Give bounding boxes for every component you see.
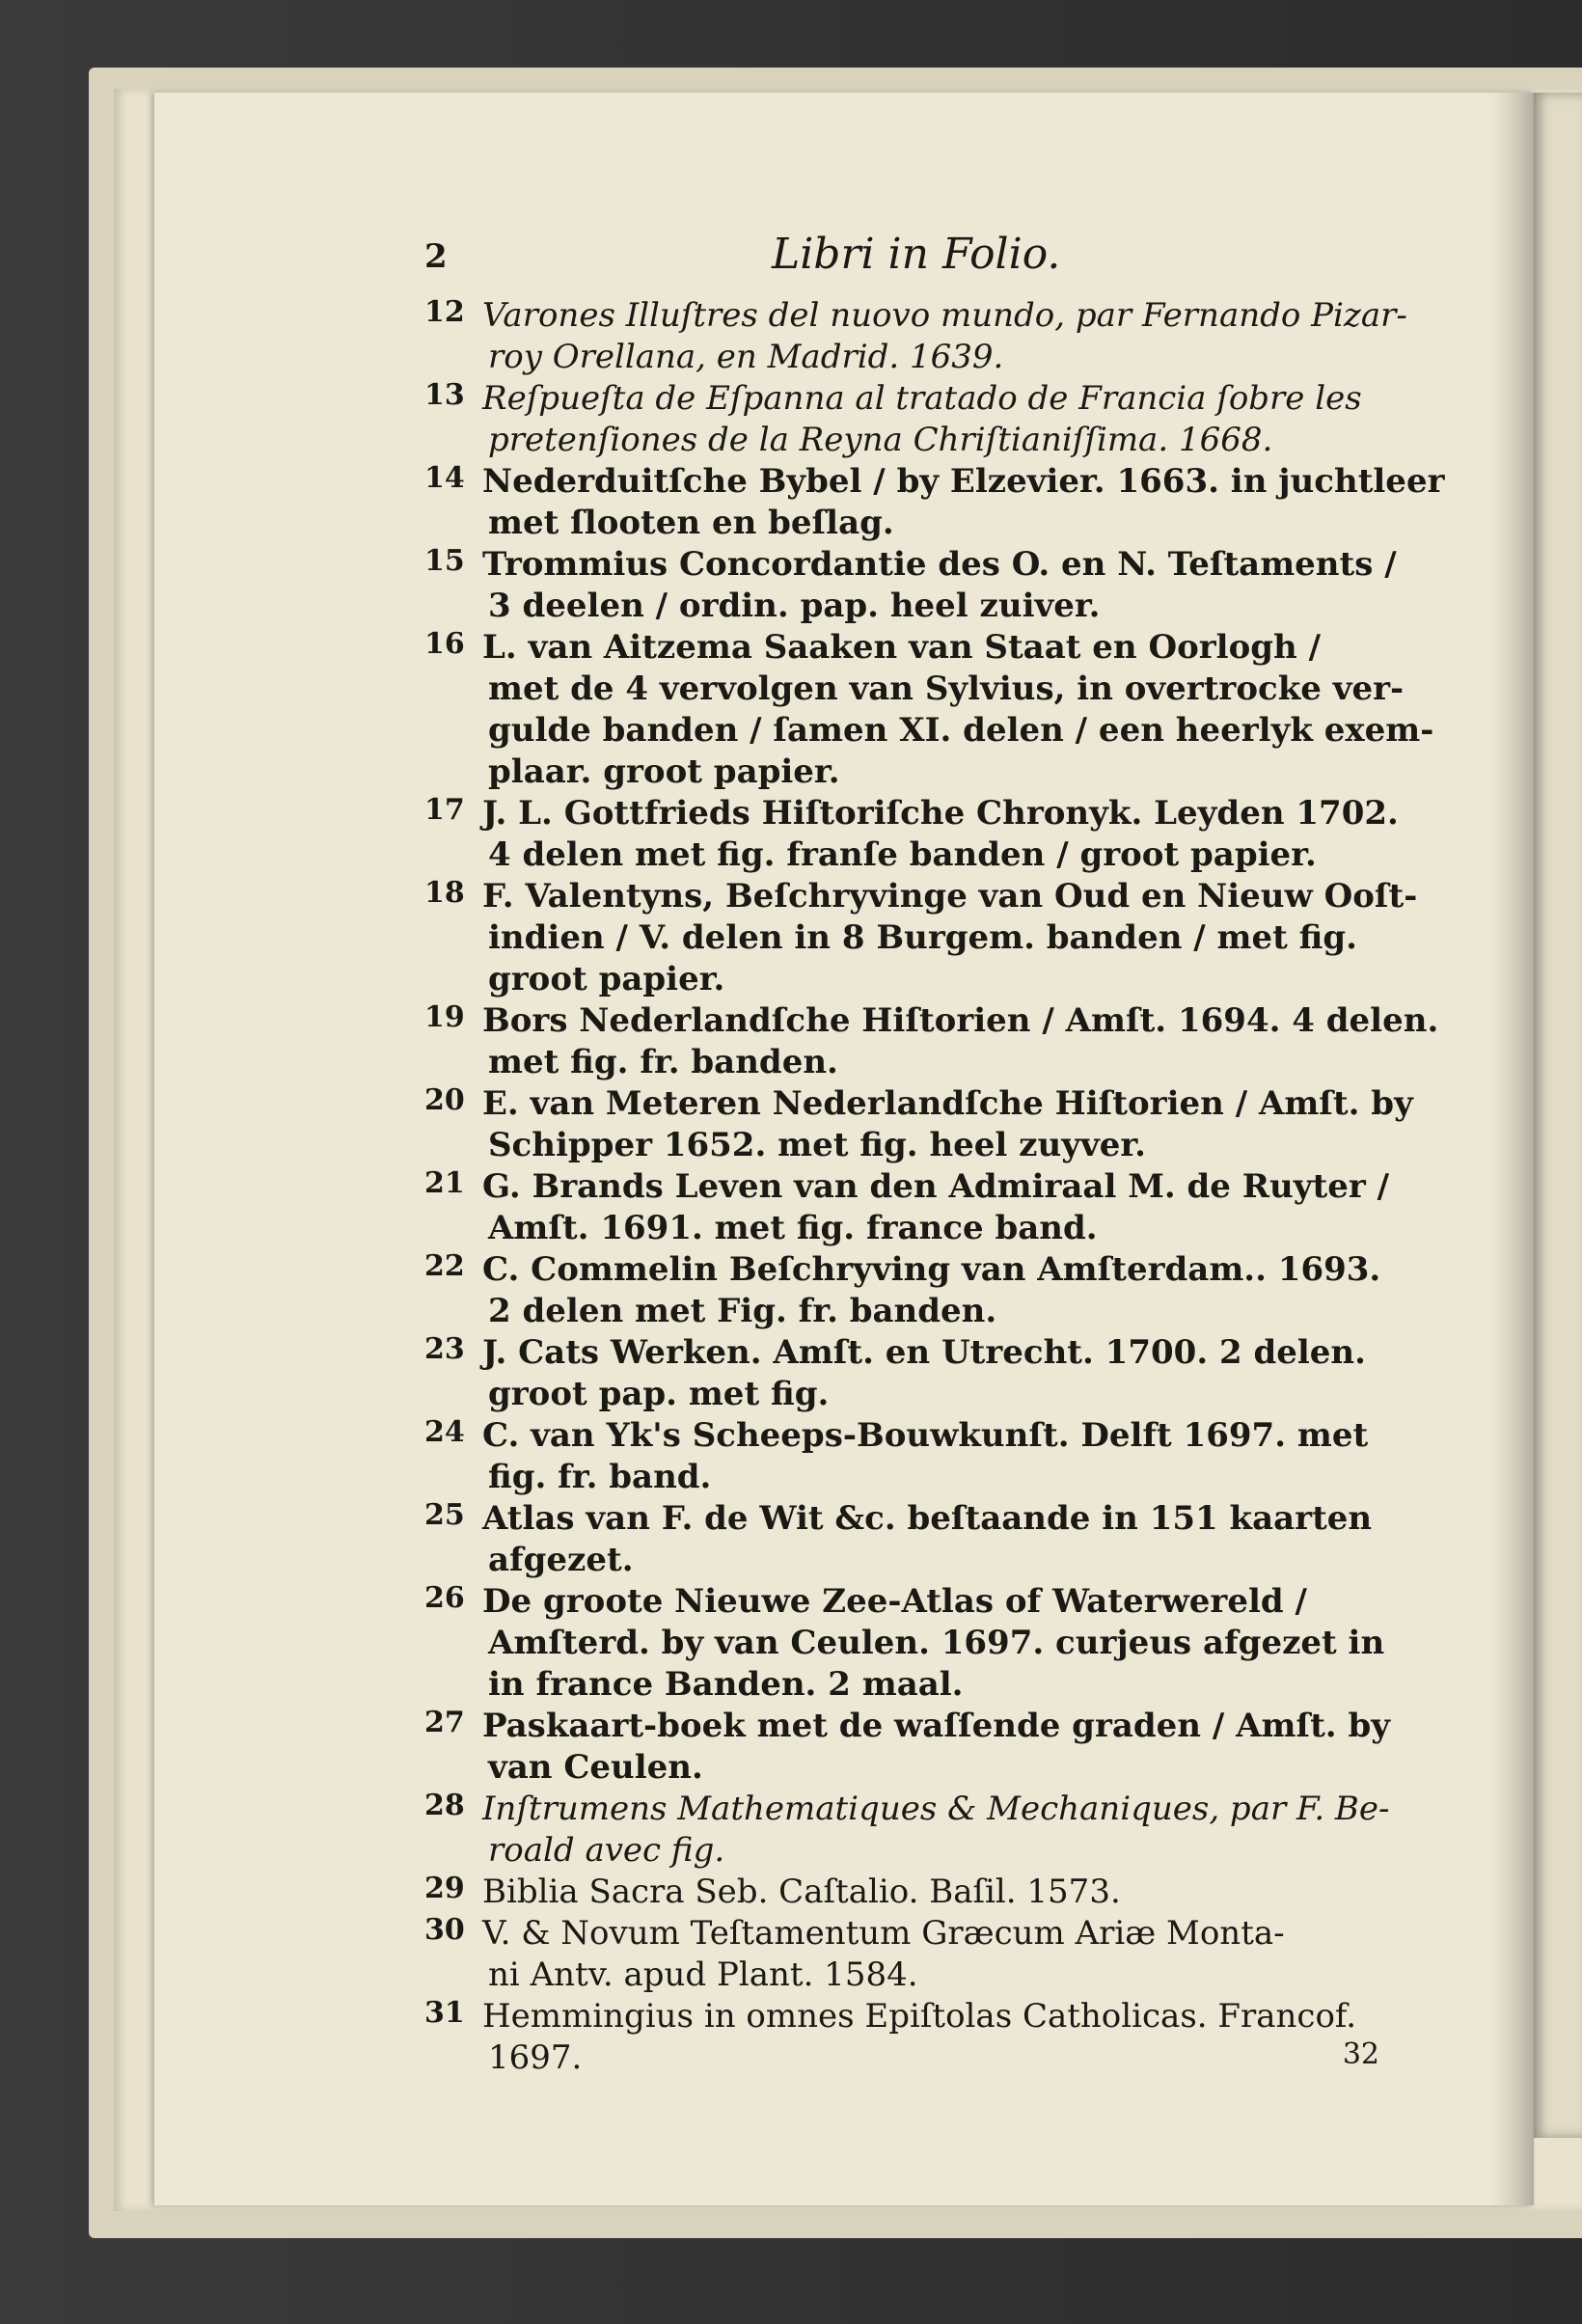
catalogue-entry xyxy=(289,876,1418,1000)
entry-number: 26 xyxy=(424,1581,465,1615)
catalogue-entry xyxy=(289,1789,1390,1872)
entry-line: L. van Aitzema Saaken van Staat en Oorlogh / xyxy=(482,628,1322,667)
entry-line: J. L. Gottfrieds Hiſtoriſche Chronyk. Leyden 1702. xyxy=(482,794,1399,833)
catalogue-entry xyxy=(289,1415,1379,1498)
next-page-edge xyxy=(1532,93,1582,2138)
catalogue-entry xyxy=(289,1166,1389,1249)
entry-line: pretenſiones de la Reyna Chriſtianiſſima. 1668. xyxy=(488,421,1273,459)
entry-number: 31 xyxy=(424,1996,465,2030)
entry-number: 27 xyxy=(424,1706,465,1739)
entry-number: 25 xyxy=(424,1498,465,1532)
running-head: Libri in Folio. xyxy=(772,230,1061,279)
entry-number: 18 xyxy=(424,876,465,910)
entry-line: met ſlooten en beſlag. xyxy=(488,504,894,542)
entry-line: 3 deelen / ordin. pap. heel zuiver. xyxy=(488,587,1101,625)
entry-line: Varones Illuſtres del nuovo mundo, par Fernando Pizar- xyxy=(482,296,1407,335)
entry-line: Amſt. 1691. met fig. france band. xyxy=(488,1209,1098,1247)
entry-number: 13 xyxy=(424,378,465,412)
catalogue-entry xyxy=(289,1872,1379,1913)
catalogue-entry xyxy=(289,295,1407,378)
entry-line: van Ceulen. xyxy=(488,1748,703,1787)
entry-line: roald avec fig. xyxy=(488,1831,725,1870)
entry-line: Atlas van F. de Wit &c. beſtaande in 151 kaarten xyxy=(482,1499,1373,1538)
catalogue-entry xyxy=(289,1996,1379,2079)
catchword: 32 xyxy=(1342,2037,1379,2071)
entry-line: 2 delen met Fig. fr. banden. xyxy=(488,1292,997,1330)
page-number: 2 xyxy=(424,237,448,276)
entry-line: met fig. fr. banden. xyxy=(488,1043,838,1081)
catalogue-entries xyxy=(289,295,1445,2079)
entry-line: Nederduitſche Bybel / by Elzevier. 1663. in juchtleer xyxy=(482,462,1445,501)
catalogue-entry xyxy=(289,1498,1379,1581)
entry-line: Bors Nederlandſche Hiſtorien / Amſt. 1694. 4 delen. xyxy=(482,1001,1439,1040)
entry-line: 1697. xyxy=(488,2038,583,2077)
entry-line: plaar. groot papier. xyxy=(488,752,840,791)
entry-line: ni Antv. apud Plant. 1584. xyxy=(488,1955,918,1994)
entry-line: Inſtrumens Mathematiques & Mechaniques, par F. Be- xyxy=(482,1790,1390,1828)
entry-line: Reſpueſta de Eſpanna al tratado de Francia ſobre les xyxy=(482,379,1362,418)
entry-line: groot pap. met fig. xyxy=(488,1375,830,1413)
entry-line: fig. fr. band. xyxy=(488,1458,712,1496)
page-text xyxy=(289,230,1445,2079)
entry-number: 28 xyxy=(424,1789,465,1822)
entry-line: Trommius Concordantie des O. en N. Teſtaments / xyxy=(482,545,1397,584)
catalogue-entry xyxy=(289,1083,1413,1166)
entry-number: 17 xyxy=(424,793,465,827)
entry-line: met de 4 vervolgen van Sylvius, in overtrocke ver- xyxy=(488,670,1405,708)
entry-line: 4 delen met fig. franſe banden / groot papier. xyxy=(488,835,1317,874)
catalogue-entry xyxy=(289,1332,1379,1415)
catalogue-entry xyxy=(289,544,1397,627)
entry-line: gulde banden / ſamen XI. delen / een heerlyk exem- xyxy=(488,711,1434,750)
entry-number: 14 xyxy=(424,461,465,495)
entry-line: Biblia Sacra Seb. Caſtalio. Baſil. 1573. xyxy=(482,1873,1121,1911)
page-header xyxy=(289,230,1379,289)
entry-line: Hemmingius in omnes Epiſtolas Catholicas. Francof. xyxy=(482,1997,1357,2036)
entry-number: 23 xyxy=(424,1332,465,1366)
entry-number: 24 xyxy=(424,1415,465,1449)
entry-line: C. van Yk's Scheeps-Bouwkunſt. Delft 1697. met xyxy=(482,1416,1369,1455)
entry-number: 21 xyxy=(424,1166,465,1200)
entry-number: 16 xyxy=(424,627,465,661)
catalogue-entry xyxy=(289,1581,1385,1706)
entry-number: 12 xyxy=(424,295,465,329)
entry-line: G. Brands Leven van den Admiraal M. de Ruyter / xyxy=(482,1167,1389,1206)
entry-line: Schipper 1652. met fig. heel zuyver. xyxy=(488,1126,1146,1164)
catalogue-entry xyxy=(289,1706,1391,1789)
catalogue-entry xyxy=(289,461,1445,544)
catalogue-entry xyxy=(289,1249,1379,1332)
catalogue-entry xyxy=(289,627,1434,793)
entry-line: F. Valentyns, Beſchryvinge van Oud en Nieuw Ooſt- xyxy=(482,877,1418,916)
entry-line: J. Cats Werken. Amſt. en Utrecht. 1700. 2 delen. xyxy=(482,1333,1366,1372)
entry-number: 20 xyxy=(424,1083,465,1117)
entry-line: Amſterd. by van Ceulen. 1697. curjeus afgezet in xyxy=(488,1624,1385,1662)
entry-number: 22 xyxy=(424,1249,465,1283)
entry-line: indien / V. delen in 8 Burgem. banden / met fig. xyxy=(488,918,1357,957)
entry-number: 29 xyxy=(424,1872,465,1905)
entry-number: 30 xyxy=(424,1913,465,1947)
entry-number: 15 xyxy=(424,544,465,578)
entry-number: 19 xyxy=(424,1000,465,1034)
entry-line: C. Commelin Beſchryving van Amſterdam.. 1693. xyxy=(482,1250,1381,1289)
catalogue-entry xyxy=(289,793,1399,876)
spine-shadow xyxy=(1491,93,1534,2205)
entry-line: Paskaart-boek met de waſſende graden / Amſt. by xyxy=(482,1707,1391,1745)
catalogue-entry xyxy=(289,1913,1379,1996)
entry-line: afgezet. xyxy=(488,1541,634,1579)
catalogue-entry xyxy=(289,378,1379,461)
entry-line: V. & Novum Teſtamentum Græcum Ariæ Monta- xyxy=(482,1914,1285,1953)
entry-line: in france Banden. 2 maal. xyxy=(488,1665,964,1704)
entry-line: groot papier. xyxy=(488,960,725,998)
catalogue-entry xyxy=(289,1000,1439,1083)
entry-line: De groote Nieuwe Zee-Atlas of Waterwereld / xyxy=(482,1582,1307,1621)
entry-line: E. van Meteren Nederlandſche Hiſtorien / Amſt. by xyxy=(482,1084,1413,1123)
entry-line: roy Orellana, en Madrid. 1639. xyxy=(488,338,1004,376)
